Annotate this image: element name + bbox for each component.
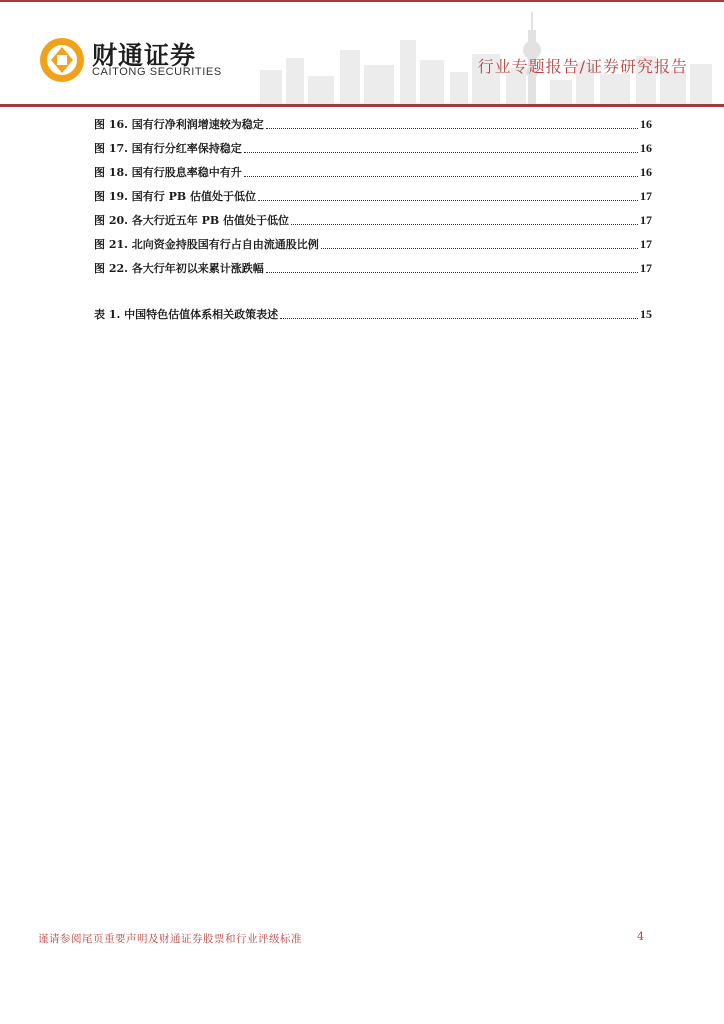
toc-entry-figure-16[interactable] <box>94 114 652 132</box>
toc-leader-dots <box>266 127 638 129</box>
toc-leader-dots <box>244 175 638 177</box>
toc-leader-dots <box>321 247 638 249</box>
toc-entry-label: 图 21. 北向资金持股国有行占自由流通股比例 <box>94 238 319 251</box>
toc-entry-figure-20[interactable] <box>94 210 652 228</box>
toc-entry-label: 图 22. 各大行年初以来累计涨跌幅 <box>94 262 264 275</box>
toc-entry-page: 16 <box>640 117 652 131</box>
toc-entry-page: 15 <box>640 307 652 321</box>
brand-name-cn: 财通证券 <box>92 41 197 70</box>
toc-entry-page: 16 <box>640 141 652 155</box>
toc-entry-table-1[interactable] <box>94 304 652 322</box>
header-bottom-rule <box>0 104 724 107</box>
page-number: 4 <box>637 930 644 943</box>
page-header <box>0 0 724 107</box>
toc-entry-page: 17 <box>640 213 652 227</box>
toc-leader-dots <box>244 151 638 153</box>
toc-entry-label: 表 1. 中国特色估值体系相关政策表述 <box>94 308 279 321</box>
toc-entry-figure-22[interactable] <box>94 258 652 276</box>
toc-entry-figure-21[interactable] <box>94 234 652 252</box>
toc-entry-page: 17 <box>640 261 652 275</box>
toc-entry-page: 17 <box>640 189 652 203</box>
toc-entry-page: 16 <box>640 165 652 179</box>
toc-leader-dots <box>258 199 638 201</box>
caitong-coin-logo-icon <box>38 36 86 84</box>
toc-entry-label: 图 19. 国有行 PB 估值处于低位 <box>94 190 257 203</box>
toc-entry-figure-17[interactable] <box>94 138 652 156</box>
toc-entry-label: 图 17. 国有行分红率保持稳定 <box>94 142 242 155</box>
disclaimer-note: 谨请参阅尾页重要声明及财通证券股票和行业评级标准 <box>38 933 302 945</box>
toc-leader-dots <box>280 317 638 319</box>
header-top-rule <box>0 0 724 2</box>
brand-name-en: CAITONG SECURITIES <box>92 66 222 78</box>
toc-leader-dots <box>266 271 638 273</box>
toc-entry-label: 图 18. 国有行股息率稳中有升 <box>94 166 242 179</box>
report-type-label: 行业专题报告/证券研究报告 <box>477 57 688 76</box>
toc-entry-figure-19[interactable] <box>94 186 652 204</box>
toc-entry-label: 图 20. 各大行近五年 PB 估值处于低位 <box>94 214 290 227</box>
toc-entry-page: 17 <box>640 237 652 251</box>
toc-entry-figure-18[interactable] <box>94 162 652 180</box>
toc-leader-dots <box>291 223 638 225</box>
toc-entry-label: 图 16. 国有行净利润增速较为稳定 <box>94 118 264 131</box>
